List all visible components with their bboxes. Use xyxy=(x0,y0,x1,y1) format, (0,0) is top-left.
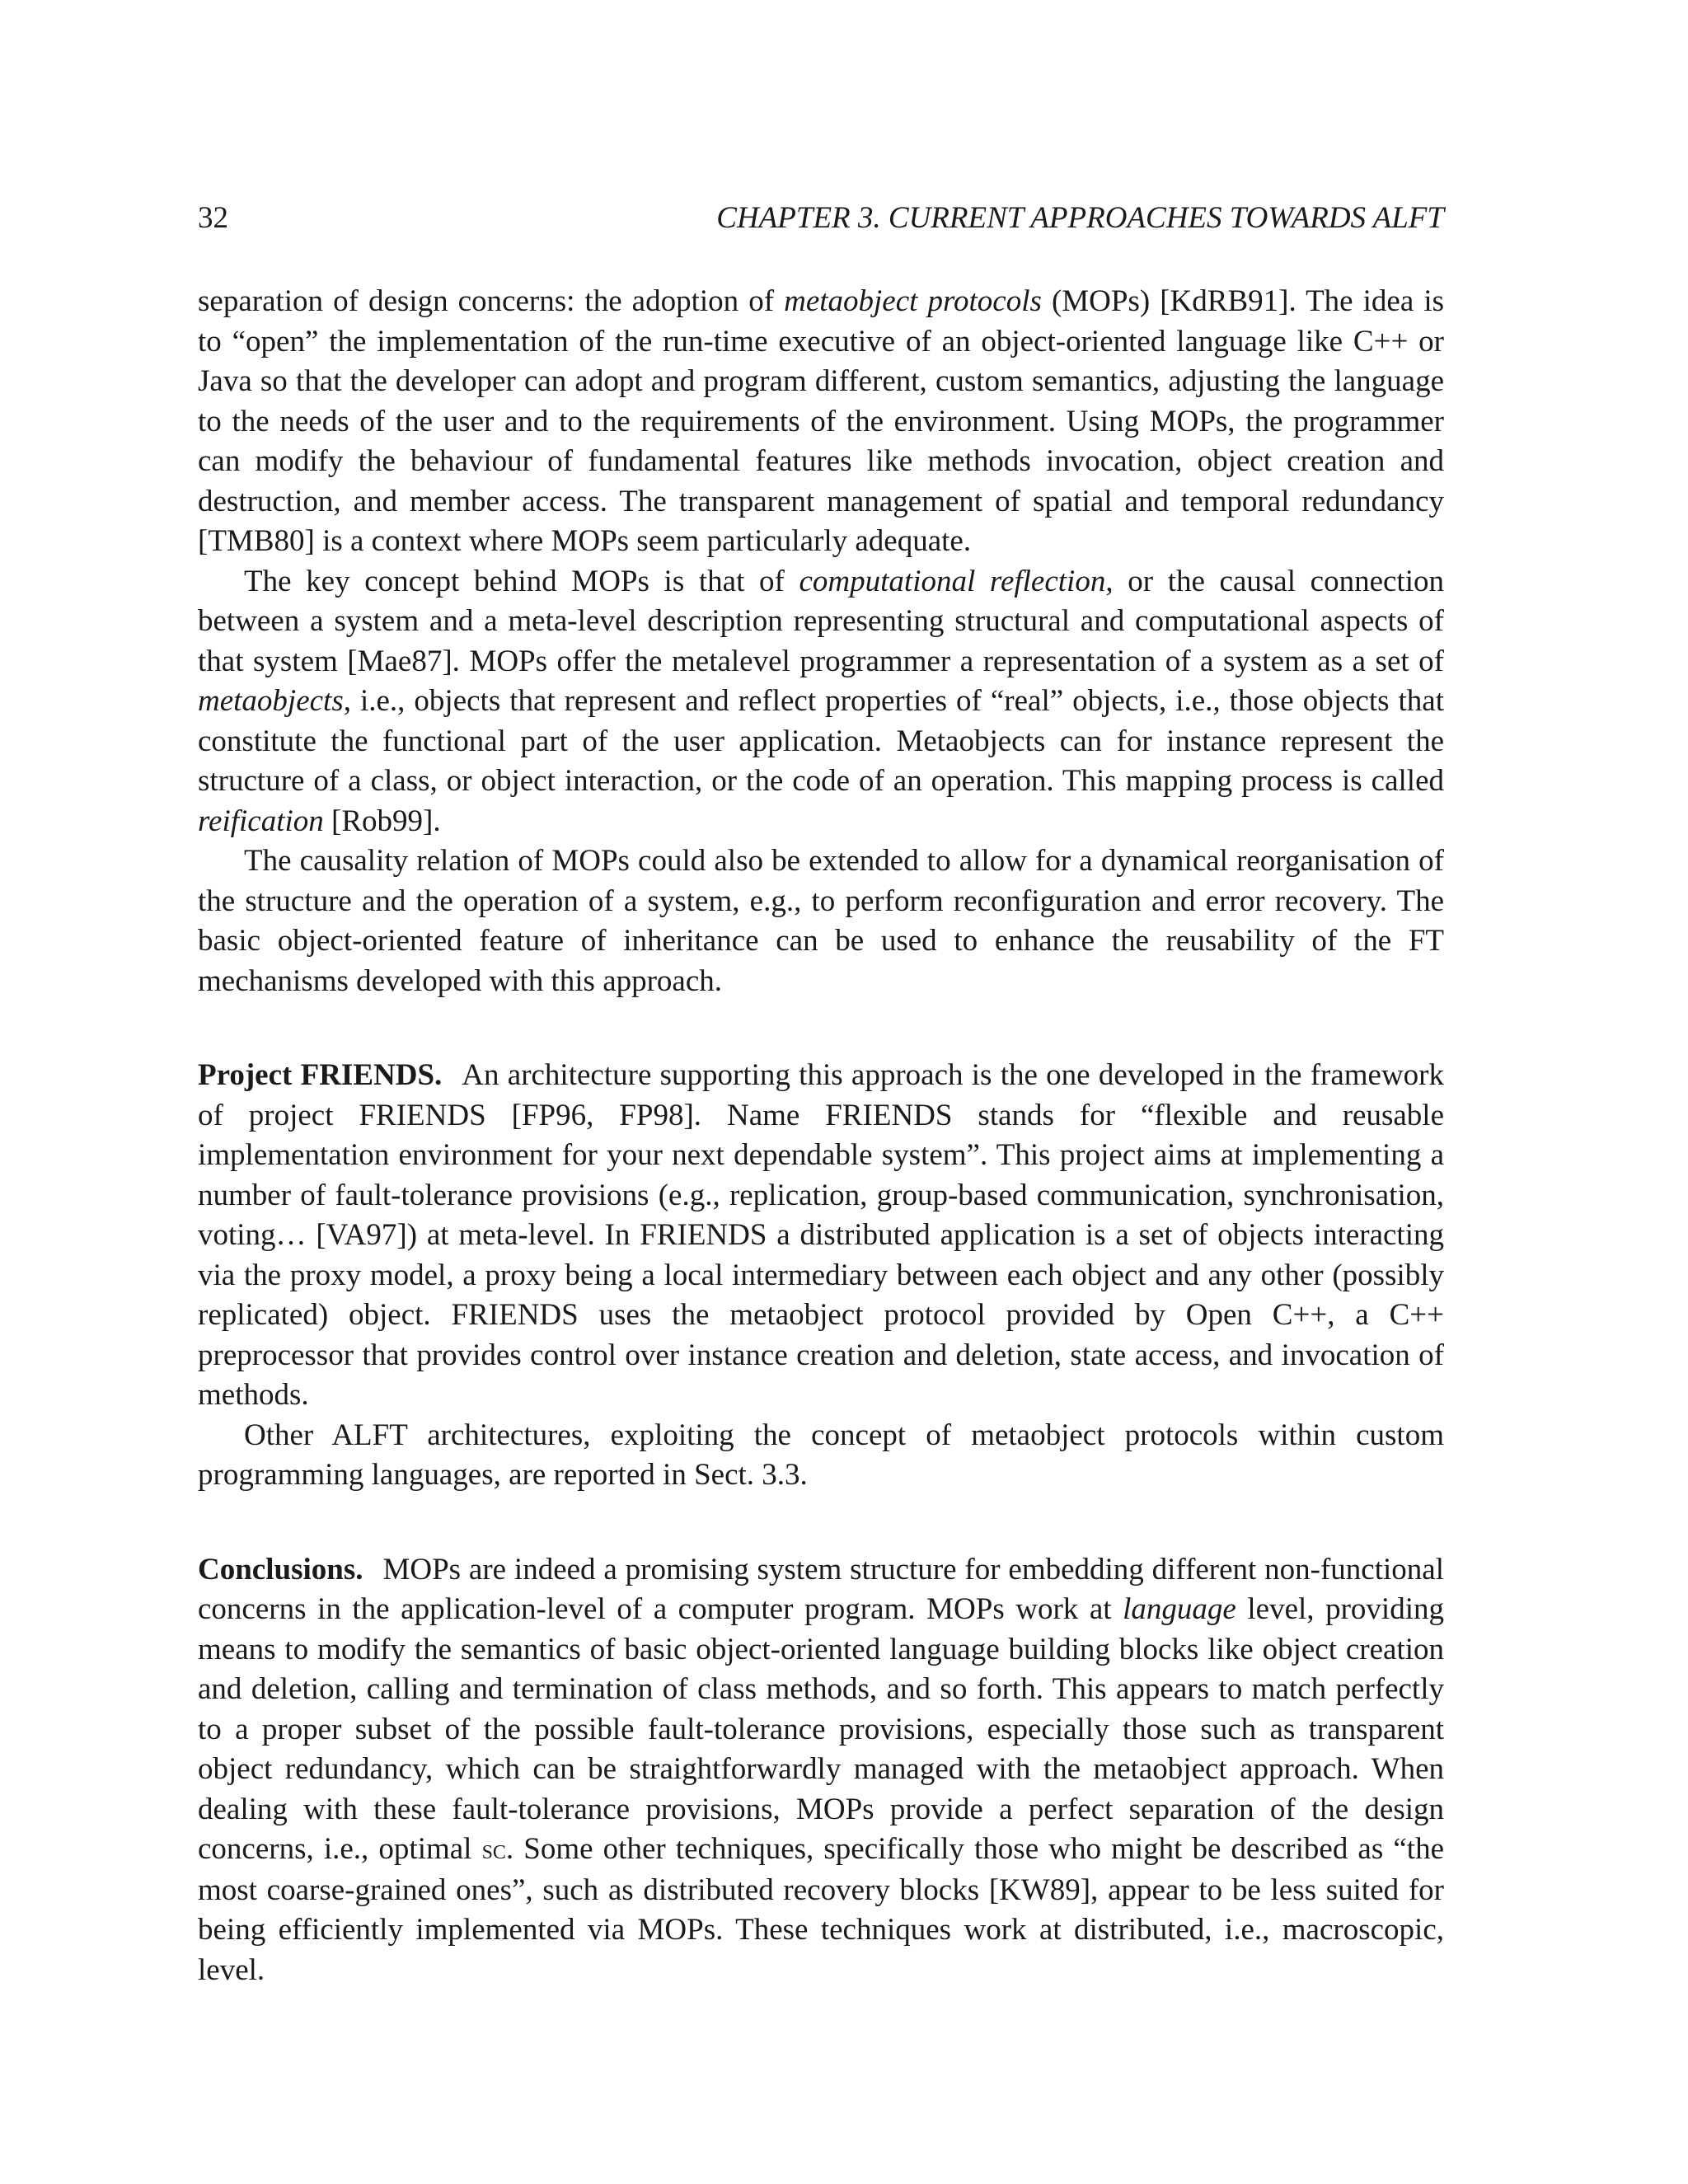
paragraph-conclusions xyxy=(198,1550,1444,1991)
paragraph-other-architectures: Other ALFT architectures, exploiting the concept of metaobject protocols within custom programming languages, are reported in Sect. 3.3. xyxy=(198,1418,1444,1492)
paragraph-mops-intro xyxy=(198,282,1444,562)
section-heading-project-friends: Project FRIENDS. xyxy=(198,1058,443,1092)
emphasis-reification: reification xyxy=(198,804,324,838)
page xyxy=(198,198,1444,1990)
running-head xyxy=(198,198,1444,239)
text-run: (MOPs) [KdRB91]. The idea is to “open” the implementation of the run-time executive of an object-oriented language like C++ or Java so that the developer can adopt and program different, custom semantics, adjusting the language to the needs of the user and to the requirements of the environment. Using MOPs, the programmer can modify the behaviour of fundamental features like methods invocation, object creation and destruction, and member access. The transparent management of spatial and temporal redundancy [TMB80] is a context where MOPs seem particularly adequate. xyxy=(198,284,1445,558)
paragraph-computational-reflection xyxy=(198,562,1444,842)
running-title: CHAPTER 3. CURRENT APPROACHES TOWARDS ALFT xyxy=(716,201,1444,235)
text-run: level, providing means to modify the semantics of basic object-oriented language building blocks like object creation and deletion, calling and termination of class methods, and so forth. This appears to match perfectly to a proper subset of the possible fault-tolerance provisions, especially those such as transparent object redundancy, which can be straightforwardly managed with the metaobject approach. When dealing with these fault-tolerance provisions, MOPs provide a perfect separation of the design concerns, i.e., optimal xyxy=(198,1592,1444,1866)
emphasis-computational-reflection: computational reflection xyxy=(799,564,1106,598)
text-run: . Some other techniques, specifically those who might be described as “the most coarse-grained ones”, such as distributed recovery blocks [KW89], appear to be less suited for being efficiently implemented via MOPs. These techniques work at distributed, i.e., macroscopic, level. xyxy=(198,1832,1444,1987)
body-text xyxy=(198,282,1444,1990)
emphasis-metaobjects: metaobjects xyxy=(198,684,344,718)
text-run: separation of design concerns: the adoption of xyxy=(198,284,785,318)
text-run: The key concept behind MOPs is that of xyxy=(244,564,799,598)
paragraph-causality-relation: The causality relation of MOPs could also be extended to allow for a dynamical reorganisation of the structure and the operation of a system, e.g., to perform reconfiguration and error recovery. The basic object-oriented feature of inheritance can be used to enhance the reusability of the FT mechanisms developed with this approach. xyxy=(198,844,1444,998)
text-run: An architecture supporting this approach is the one developed in the framework of project FRIENDS [FP96, FP98]. Name FRIENDS stands for “flexible and reusable implementation environment for your next dependable system”. This project aims at implementing a number of fault-tolerance provisions (e.g., replication, group-based communication, synchronisation, voting… [VA97]) at meta-level. In FRIENDS a distributed application is a set of objects interacting via the proxy model, a proxy being a local intermediary between each object and any other (possibly replicated) object. FRIENDS uses the metaobject protocol provided by Open C++, a C++ preprocessor that provides control over instance creation and deletion, state access, and invocation of methods. xyxy=(198,1058,1444,1412)
text-run: , i.e., objects that represent and reflect properties of “real” objects, i.e., those objects that constitute the functional part of the user application. Metaobjects can for instance represent the structure of a class, or object interaction, or the code of an operation. This mapping process is called xyxy=(198,684,1444,798)
section-heading-conclusions: Conclusions. xyxy=(198,1552,363,1586)
text-run: , or the causal connection between a system and a meta-level description representing structural and computational aspects of that system [Mae87]. MOPs offer the metalevel programmer a representation of a system as a set of xyxy=(198,564,1444,678)
small-caps-sc: sc xyxy=(481,1835,506,1865)
text-run: [Rob99]. xyxy=(323,804,441,838)
emphasis-metaobject-protocols: metaobject protocols xyxy=(784,284,1042,318)
text-run: MOPs are indeed a promising system structure for embedding different non-functional concerns in the application-level of a computer program. MOPs work at xyxy=(198,1552,1444,1626)
paragraph-project-friends xyxy=(198,1056,1444,1416)
page-number: 32 xyxy=(198,201,228,235)
emphasis-language: language xyxy=(1123,1592,1236,1626)
